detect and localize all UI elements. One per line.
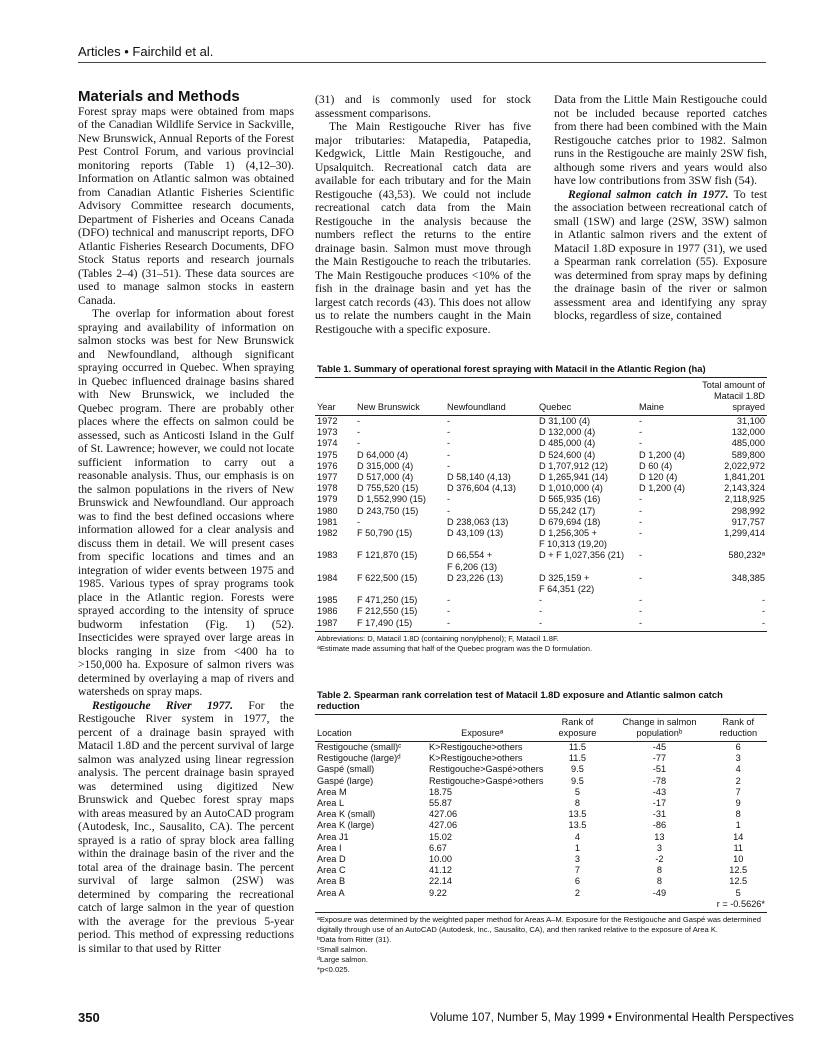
page-number: 350 [78,1010,100,1025]
table-cell: - [539,595,543,606]
table-cell: - [639,516,643,527]
table-cell: D 60 (4) [639,460,673,471]
table-cell: 14 [733,831,744,842]
table-cell: 1982 [317,528,338,539]
table-cell: 1975 [317,449,338,460]
correlation-value: r = -0.5626* [315,899,767,913]
table-cell: D 238,063 (13) [447,516,509,527]
table-cell: Restigouche (large)ᵈ [317,753,401,764]
table-cell: K>Restigouche>others [429,742,523,752]
table-cell: -45 [652,742,667,752]
table-cell: 1984 [317,572,338,583]
table-cell: D 1,707,912 (12) [539,460,608,471]
table-row [315,854,767,865]
table-cell: - [639,606,643,617]
table-cell: - [761,606,765,617]
table-cell: 3 [656,842,662,853]
table-body [315,416,767,632]
table-cell: 10.00 [429,854,452,865]
table-cell: D 679,694 (18) [539,516,601,527]
run-in-heading: Regional salmon catch in 1977. [568,187,729,201]
table-row [315,461,767,472]
column-3 [554,93,767,323]
table-cell: 9.5 [571,764,584,775]
table-cell: D 485,000 (4) [539,438,596,449]
paragraph: Data from the Little Main Restigouche could not be included because reported catches from there had been combined with the Main Restigouche catches prior to 1982. Salmon runs in the Restigouche are mainly 2SW fish, although some rivers and years would also have low contributions from 3SW fish (54). [554,93,767,187]
col-header: Total amount of Matacil 1.8D sprayed [695,378,767,416]
table-cell: D 120 (4) [639,472,678,483]
table-cell: 1976 [317,460,338,471]
col-header: New Brunswick [355,378,445,416]
table-cell: 427.06 [429,809,458,820]
column-2 [315,93,531,336]
table-cell: Area I [317,842,342,853]
table-row [315,876,767,887]
table-row [315,832,767,843]
table-caption: Table 1. Summary of operational forest spraying with Matacil in the Atlantic Region (ha) [315,363,767,378]
table-cell: - [447,438,451,449]
table-row [315,517,767,528]
table-cell: 55.87 [429,798,452,809]
table-row [315,573,767,595]
table-cell: 13 [654,831,665,842]
table-cell: 12.5 [729,865,748,876]
table-cell: 6 [574,876,580,887]
table-note: ᵃEstimate made assuming that half of the Quebec program was the D formulation. [317,643,593,653]
table-cell: - [447,595,451,606]
table-cell: - [637,618,695,632]
table-cell: D 1,256,305 + F 10,313 (19,20) [539,528,607,550]
table-cell: 12.5 [729,876,748,887]
table-cell: - [357,438,361,449]
table-cell: 5 [574,786,580,797]
table-cell: 348,385 [731,572,765,583]
table-cell: - [447,416,451,426]
table-caption: Table 2. Spearman rank correlation test of Matacil 1.8D exposure and Atlantic salmon catch reduction [315,689,767,715]
table-cell: - [357,416,361,426]
table-cell: Restigouche>Gaspé>others [429,764,544,775]
table-row [315,776,767,787]
table-cell: 3 [574,854,580,865]
table-cell: Area C [317,865,346,876]
table-cell: 13.5 [568,809,587,820]
table-cell: 9 [735,798,741,809]
table-cell: D 315,000 (4) [357,460,414,471]
table-row [315,483,767,494]
table-cell: -51 [652,764,667,775]
table-cell: Area B [317,876,346,887]
table-cell: 6.67 [429,842,447,853]
table-cell: D 1,552,990 (15) [357,494,426,505]
table-cell: 10 [733,854,744,865]
table-cell: 15.02 [429,831,452,842]
table-header-row [315,378,767,416]
table-cell: 9.22 [429,887,447,898]
table-cell: 132,000 [731,427,765,438]
table-cell: D 376,604 (4,13) [447,483,516,494]
table-cell: Area A [317,887,345,898]
table-cell: - [639,438,643,449]
table-cell: - [445,618,537,632]
table-cell: - [447,460,451,471]
table-cell: 18.75 [429,786,452,797]
column-1 [78,90,294,955]
table-cell: -77 [652,753,667,764]
table-cell: 1972 [317,416,338,426]
table-cell: 1987 [315,618,355,632]
running-header [78,44,213,59]
table-cell: F 121,870 (15) [357,550,418,561]
table-row [315,438,767,449]
table-cell: 1977 [317,472,338,483]
spearman-table [315,715,767,913]
paragraph: Forest spray maps were obtained from maps of the Canadian Wildlife Service in Sackville, New Brunswick, Annual Reports of the Forest Pest Control Forum, and various provincial monitoring reports (Table 1) (4,12–30). Information on Atlantic salmon was obtained from Canadian Atlantic Fisheries Scientific Advisory Committee research documents, Department of Fisheries and Oceans Canada (DFO) technical and manuscript reports, DFO Atlantic Fisheries Research Documents, DFO Stock Status reports and research journals (Tables 2–4) (31–51). These data sources are used to manage salmon stocks in eastern Canada. [78,104,294,307]
table-row [315,494,767,505]
table-cell: - [639,494,643,505]
table-cell: 8 [735,809,741,820]
paragraph-text: To test the association between recreational catch of small (1SW) and large (2SW, 3SW) salmon in Atlantic salmon rivers and the extent of Matacil 1.8D exposure in 1977 (31), we used a Spearman rank correlation (55). Exposure was determined from spray maps by defining the drainage basin of the river or salmon assessment area and identifying any spray blocks, regardless of size, contained [554,187,767,322]
col-header: Change in salmon populationᵇ [609,715,709,742]
table-row [315,506,767,517]
table-cell: - [639,595,643,606]
table-note: ᵃExposure was determined by the weighted paper method for Areas A–M. Exposure for the Restigouche and Gaspé was determined digitally through use of an AutoCAD (Autodesk, Inc., Sausalito, CA), and then ranked relative to the exposure of Area K. [317,915,761,935]
spray-table [315,378,767,632]
table-cell: F 50,790 (15) [357,528,413,539]
table-cell: - [447,449,451,460]
table-row [315,550,767,572]
table-cell: Area M [317,786,347,797]
table-cell: Area L [317,798,345,809]
table-row [315,595,767,606]
table-row [315,865,767,876]
table-cell: 31,100 [736,416,765,426]
table-cell: D 755,520 (15) [357,483,419,494]
table-cell: - [447,494,451,505]
table-cell: -78 [652,775,667,786]
table-cell: D 1,010,000 (4) [539,483,603,494]
table-cell: 2 [574,887,580,898]
table-cell: Area K (small) [317,809,376,820]
table-cell: D 1,265,941 (14) [539,472,608,483]
header-rule [78,62,766,63]
table-cell: K>Restigouche>others [429,753,523,764]
paragraph [78,699,294,956]
table-row [315,427,767,438]
table-row [315,472,767,483]
table-cell: D 517,000 (4) [357,472,414,483]
table-cell: Gaspé (small) [317,764,375,775]
table-cell: F 212,550 (15) [357,606,418,617]
table-cell: - [539,606,543,617]
table-cell: 2,118,925 [724,494,765,505]
table-note: Abbreviations: D, Matacil 1.8D (containing nonylphenol); F, Matacil 1.8F. [317,633,559,643]
paragraph [554,188,767,323]
table-notes [315,915,767,975]
table-row [315,787,767,798]
table-body [315,742,767,913]
table-row [315,899,767,913]
table-row [315,764,767,775]
table-cell: 2 [735,775,741,786]
paragraph: The Main Restigouche River has five major tributaries: Matapedia, Patapedia, Kedgwick, Little Main Restigouche, and Upsalquitch. Recreational catch data are available for each tributary and for the Main Restigouche (43,53). We could not include recreational catch data from the Main Restigouche in the analysis because the numbers reflect the returns to the entire drainage basin. Salmon must move through the Main Restigouche to reach the tributaries. The Main Restigouche produces <10% of the fish in the drainage basin and yet has the largest catch records (43). This does not allow us to relate the numbers caught in the Main Restigouche with a specific exposure. [315,120,531,336]
table-cell: - [639,572,643,583]
table-cell: Area J1 [317,831,349,842]
table-cell: 1983 [317,550,338,561]
table-row [315,416,767,428]
table-cell: - [639,427,643,438]
table-cell: 8 [574,798,580,809]
table-cell: Gaspé (large) [317,775,374,786]
journal-footer: Volume 107, Number 5, May 1999 • Environmental Health Perspectives [430,1012,794,1024]
col-header: Rank of exposure [545,715,609,742]
table-cell: 6 [735,742,741,752]
header-bullet: • [124,44,133,59]
table-cell: D 1,200 (4) [639,449,685,460]
table-cell: 7 [735,786,741,797]
table-cell: 8 [656,865,662,876]
table-cell: D 524,600 (4) [539,449,596,460]
table-cell: 1 [574,842,580,853]
col-header: Maine [637,378,695,416]
paragraph: (31) and is commonly used for stock assessment comparisons. [315,93,531,120]
table-row [315,618,767,632]
table-cell: D 55,242 (17) [539,505,596,516]
table-row [315,528,767,550]
table-cell: 1981 [317,516,338,527]
table-cell: 589,800 [731,449,765,460]
table-row [315,753,767,764]
table-note: ᵈLarge salmon. [317,955,368,965]
table-cell: F 471,250 (15) [357,595,418,606]
table-cell: 917,757 [731,516,765,527]
table-cell: D 31,100 (4) [539,416,591,426]
table-row [315,798,767,809]
header-section: Articles [78,44,121,59]
header-authors: Fairchild et al. [132,44,214,59]
table-cell: Area D [317,854,346,865]
table-cell: F 17,490 (15) [355,618,445,632]
table-cell: -17 [652,798,667,809]
table-row [315,742,767,754]
col-header: Quebec [537,378,637,416]
section-heading: Materials and Methods [78,88,240,105]
table-cell: - [639,528,643,539]
table-cell: -49 [652,887,667,898]
table-cell: F 622,500 (15) [357,572,418,583]
table-cell: 1979 [317,494,338,505]
table-cell: 1978 [317,483,338,494]
table-cell: 1980 [317,505,338,516]
table-cell: - [447,505,451,516]
table-cell: D 64,000 (4) [357,449,409,460]
table-cell: Area K (large) [317,820,375,831]
table-header-row [315,715,767,742]
table-cell: 580,232ᵃ [728,550,765,561]
table-cell: - [639,550,643,561]
table-cell: D 243,750 (15) [357,505,419,516]
table-row [315,606,767,617]
table-cell: 1986 [317,606,338,617]
table-1 [315,363,767,654]
table-cell: 13.5 [568,820,587,831]
table-cell: D 66,554 + F 6,206 (13) [447,550,498,572]
table-cell: 1,841,201 [724,472,765,483]
paragraph: The overlap for information about forest spraying and availability of information on salmon stocks was best for New Brunswick and Newfoundland, although significant spraying occurred in Quebec. When spraying in Quebec influenced drainage basins shared with New Brunswick, we included the Quebec program. There are probably other places where the effects on salmon could be assessed, such as Anticosti Island in the Gulf of St. Lawrence; however, we could not locate sufficient information to carry out a reasonable analysis. Thus, our emphasis is on the salmon populations in the rivers of New Brunswick and Newfoundland. Our approach was to find the best defined occasions where information allowed for a clear analysis and discuss them in detail. We will present cases from specific locations and times and an integration of wider events between 1975 and 1985. Various types of spray programs took place in the Atlantic region. Forests were sprayed according to the intensity of spruce budworm infestation (Fig. 1) (52). Insecticides were sprayed over large areas in blocks ranging in size from <400 ha to >150,000 ha. Exposure of salmon rivers was determined by overlaying a map of rivers and watersheds on spray maps. [78,307,294,698]
table-cell: 8 [656,876,662,887]
table-2 [315,689,767,975]
table-cell: -31 [652,809,667,820]
table-cell: 3 [735,753,741,764]
table-cell: 22.14 [429,876,452,887]
table-cell: - [357,427,361,438]
table-note: ᶜSmall salmon. [317,945,368,955]
table-cell: D 132,000 (4) [539,427,596,438]
table-cell: 485,000 [731,438,765,449]
table-cell: 11.5 [568,742,587,752]
col-header: Rank of reduction [709,715,767,742]
table-row [315,820,767,831]
table-cell: 1 [735,820,741,831]
table-row [315,809,767,820]
table-cell: D 565,935 (16) [539,494,601,505]
table-cell: - [447,606,451,617]
table-cell: - [537,618,637,632]
table-cell: 298,992 [731,505,765,516]
table-cell: 1974 [317,438,338,449]
table-cell: Restigouche>Gaspé>others [429,775,544,786]
table-cell: D 325,159 + F 64,351 (22) [539,572,595,595]
table-cell: 1973 [317,427,338,438]
table-cell: - [447,427,451,438]
col-header: Location [315,715,419,742]
table-cell: 11.5 [568,753,587,764]
run-in-heading: Restigouche River 1977. [92,698,234,712]
table-cell: 41.12 [429,865,452,876]
table-row [315,888,767,899]
col-header: Year [315,378,355,416]
table-cell: 2,143,324 [724,483,765,494]
table-cell: 1,299,414 [724,528,765,539]
table-cell: 2,022,972 [724,460,765,471]
table-cell: 9.5 [571,775,584,786]
table-cell: 7 [574,865,580,876]
table-cell: -43 [652,786,667,797]
table-cell: D + F 1,027,356 (21) [539,550,625,561]
table-cell: D 43,109 (13) [447,528,504,539]
table-note: *p<0.025. [317,965,350,975]
table-cell: - [761,595,765,606]
table-cell: D 1,200 (4) [639,483,685,494]
table-cell: - [357,516,361,527]
table-cell: - [639,416,643,426]
table-cell: 4 [735,764,741,775]
table-row [315,843,767,854]
table-note: ᵇData from Ritter (31). [317,935,392,945]
col-header: Exposureᵃ [419,715,545,742]
table-cell: D 58,140 (4,13) [447,472,511,483]
paragraph-text: For the Restigouche River system in 1977, the percent of a drainage basin sprayed with Matacil 1.8D and the percent survival of large salmon was analyzed using linear regression analysis. The percent drainage basin sprayed was determined using digitized New Brunswick and Quebec forest spray maps with areas measured by an AutoCAD program (Autodesk, Inc., Sausalito, CA). The percent sprayed is a ratio of spray block area falling within the drainage basin of the river and the total area of the drainage basin. The percent survival of large salmon (2SW) was determined by comparing the recreational catch of large salmon in the year of question with the average for the previous 5-year period. This method of expressing reductions is similar to that used by Ritter [78,698,294,955]
table-cell: 427.06 [429,820,458,831]
table-cell: -86 [652,820,667,831]
table-cell: 1985 [317,595,338,606]
table-cell: - [639,505,643,516]
table-cell: - [695,618,767,632]
table-cell: D 23,226 (13) [447,572,504,583]
table-cell: 5 [735,887,741,898]
col-header: Newfoundland [445,378,537,416]
table-row [315,450,767,461]
table-cell: 4 [574,831,580,842]
table-cell: Restigouche (small)ᶜ [317,742,402,752]
table-cell: -2 [655,854,664,865]
table-cell: 11 [733,842,743,853]
